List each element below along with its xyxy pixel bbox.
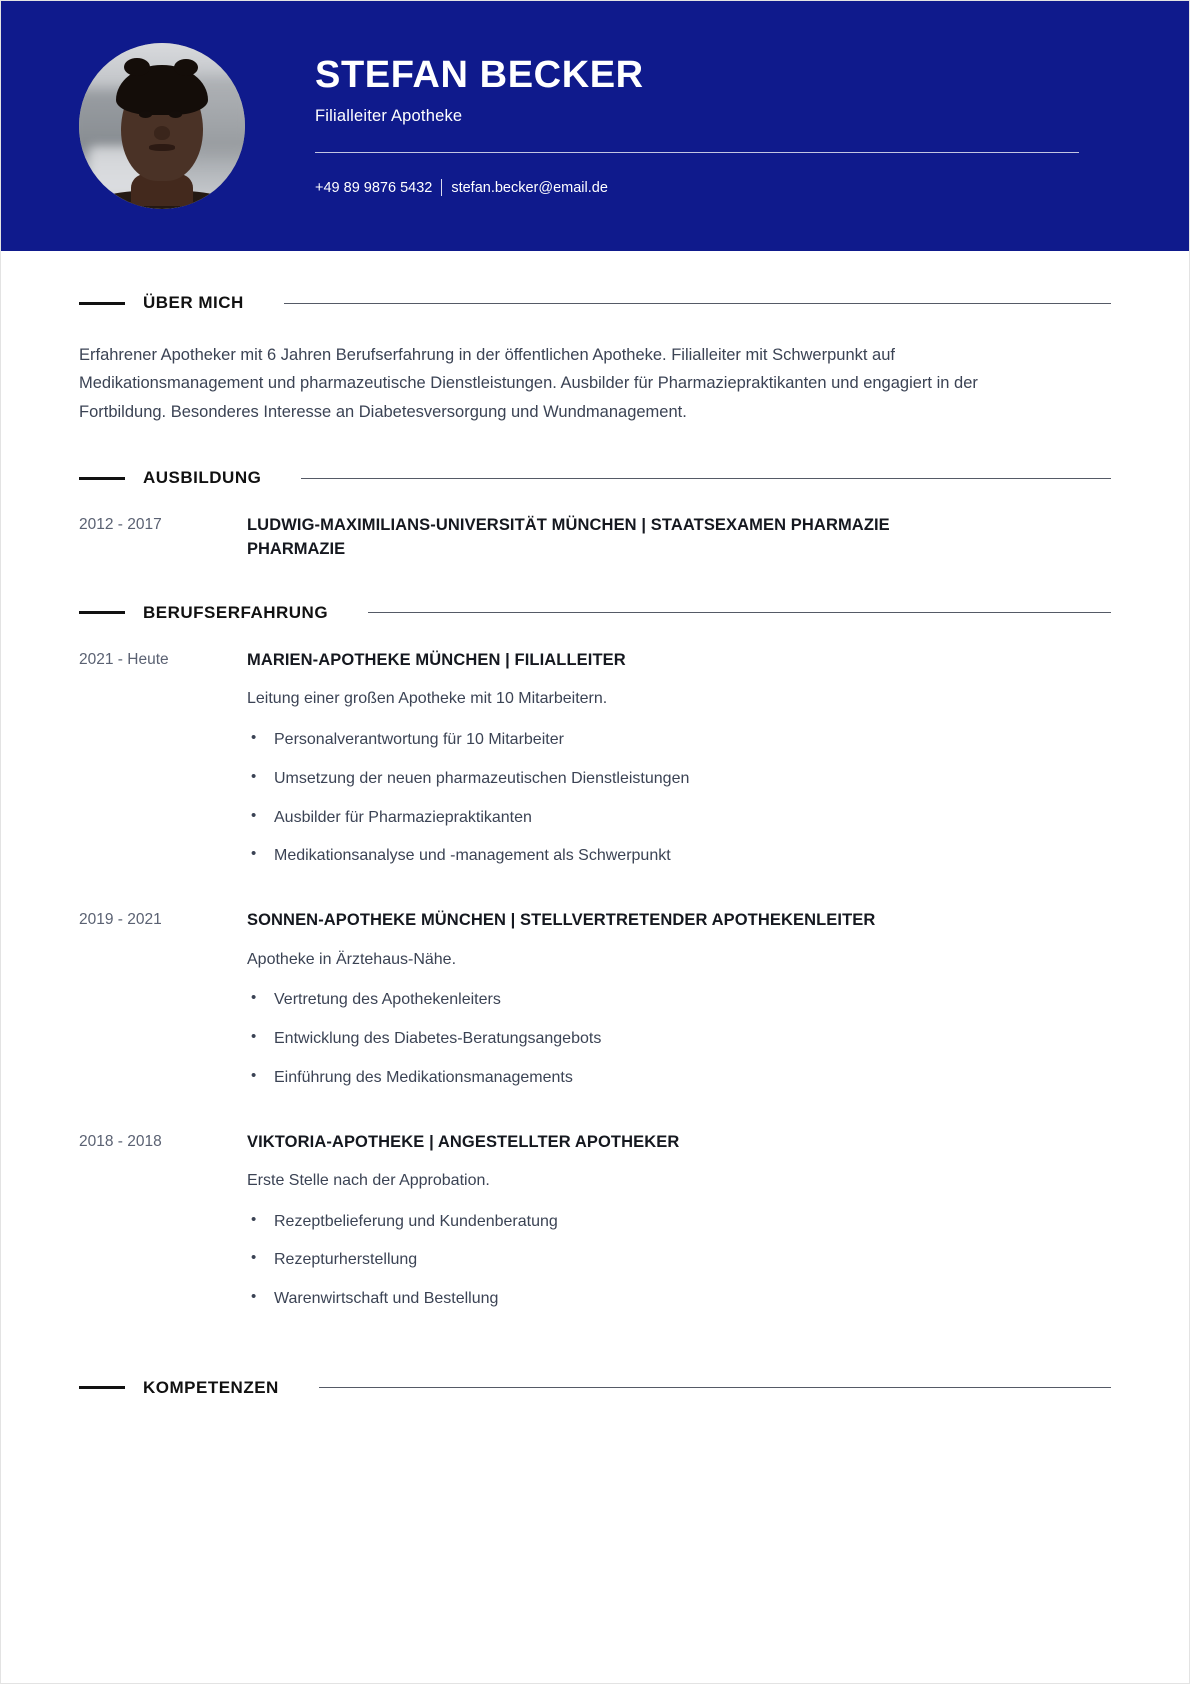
experience-company-role: MARIEN-APOTHEKE MÜNCHEN | FILIALLEITER: [247, 650, 626, 669]
experience-bullet: • Umsetzung der neuen pharmazeutischen Dienstleistungen: [247, 767, 1111, 792]
experience-bullet: • Rezeptbelieferung und Kundenberatung: [247, 1210, 1111, 1235]
experience-bullet-list: [247, 1210, 1111, 1312]
section-rule: [368, 612, 1111, 613]
section-header-experience: [79, 603, 1111, 623]
about-text: Erfahrener Apotheker mit 6 Jahren Berufserfahrung in der öffentlichen Apotheke. Filialleiter mit Schwerpunkt auf Medikationsmanagement und pharmazeutische Dienstleistungen. Ausbilder für Pharmaziepraktikanten und engagiert in der Fortbildung. Besonderes Interesse an Diabetesversorgung und Wundmanagement.: [79, 346, 978, 421]
experience-bullet-list: [247, 988, 1111, 1090]
contact-separator: [441, 179, 442, 196]
avatar: [79, 43, 245, 209]
resume-content: [1, 293, 1189, 1398]
experience-body: [247, 1131, 1111, 1326]
email-address: stefan.becker@email.de: [451, 179, 608, 196]
avatar-mouth: [149, 144, 175, 151]
experience-description: Leitung einer großen Apotheke mit 10 Mitarbeitern.: [247, 690, 608, 708]
section-header-about: [79, 293, 1111, 313]
section-title-experience: BERUFSERFAHRUNG: [143, 602, 329, 622]
experience-bullet: • Warenwirtschaft und Bestellung: [247, 1287, 1111, 1312]
experience-bullet: • Einführung des Medikationsmanagements: [247, 1066, 1111, 1091]
experience-bullet-list: [247, 728, 1111, 869]
section-dash-icon: [79, 611, 125, 614]
section-dash-icon: [79, 477, 125, 480]
education-period: 2012 - 2017: [79, 516, 162, 534]
experience-body: [247, 909, 1111, 1104]
education-institution: LUDWIG-MAXIMILIANS-UNIVERSITÄT MÜNCHEN | STAATSEXAMEN PHARMAZIE: [247, 516, 890, 535]
section-title-skills: KOMPETENZEN: [143, 1377, 279, 1397]
experience-period: 2021 - Heute: [79, 650, 169, 668]
experience-bullet: • Medikationsanalyse und -management als Schwerpunkt: [247, 844, 1111, 869]
section-dash-icon: [79, 302, 125, 305]
section-dash-icon: [79, 1386, 125, 1389]
experience-company-role: SONNEN-APOTHEKE MÜNCHEN | STELLVERTRETENDER APOTHEKENLEITER: [247, 911, 876, 930]
education-body: [247, 514, 1111, 561]
experience-company-role: VIKTORIA-APOTHEKE | ANGESTELLTER APOTHEKER: [247, 1132, 680, 1151]
section-rule: [319, 1387, 1111, 1388]
section-title-about: ÜBER MICH: [143, 293, 244, 312]
education-entry: [79, 514, 1111, 561]
experience-bullet: • Ausbilder für Pharmaziepraktikanten: [247, 806, 1111, 831]
experience-bullet: • Entwicklung des Diabetes-Beratungsangebots: [247, 1027, 1111, 1052]
experience-entry: [79, 1131, 1111, 1326]
contact-line: [315, 179, 1079, 196]
experience-description: Apotheke in Ärztehaus-Nähe.: [247, 950, 457, 968]
header-divider: [315, 152, 1079, 153]
section-rule: [301, 478, 1111, 479]
section-header-skills: [79, 1378, 1111, 1398]
candidate-name: STEFAN BECKER: [315, 53, 644, 96]
experience-entry: [79, 909, 1111, 1104]
avatar-nose: [154, 126, 170, 140]
section-header-education: [79, 468, 1111, 488]
experience-period: 2019 - 2021: [79, 911, 162, 929]
experience-bullet: • Vertretung des Apothekenleiters: [247, 988, 1111, 1013]
experience-bullet: • Personalverantwortung für 10 Mitarbeiter: [247, 728, 1111, 753]
experience-body: [247, 649, 1111, 883]
resume-header: [1, 1, 1189, 251]
avatar-eye-right: [169, 111, 182, 118]
experience-entry: [79, 649, 1111, 883]
header-text-block: [315, 53, 1189, 197]
experience-bullet: • Rezepturherstellung: [247, 1248, 1111, 1273]
section-title-education: AUSBILDUNG: [143, 468, 262, 488]
phone-number: +49 89 9876 5432: [315, 179, 433, 196]
section-rule: [284, 303, 1111, 304]
experience-description: Erste Stelle nach der Approbation.: [247, 1172, 490, 1189]
candidate-job-title: Filialleiter Apotheke: [315, 107, 463, 126]
education-field: PHARMAZIE: [247, 539, 346, 558]
experience-period: 2018 - 2018: [79, 1132, 162, 1150]
avatar-eye-left: [139, 111, 152, 118]
avatar-hair: [116, 65, 208, 115]
